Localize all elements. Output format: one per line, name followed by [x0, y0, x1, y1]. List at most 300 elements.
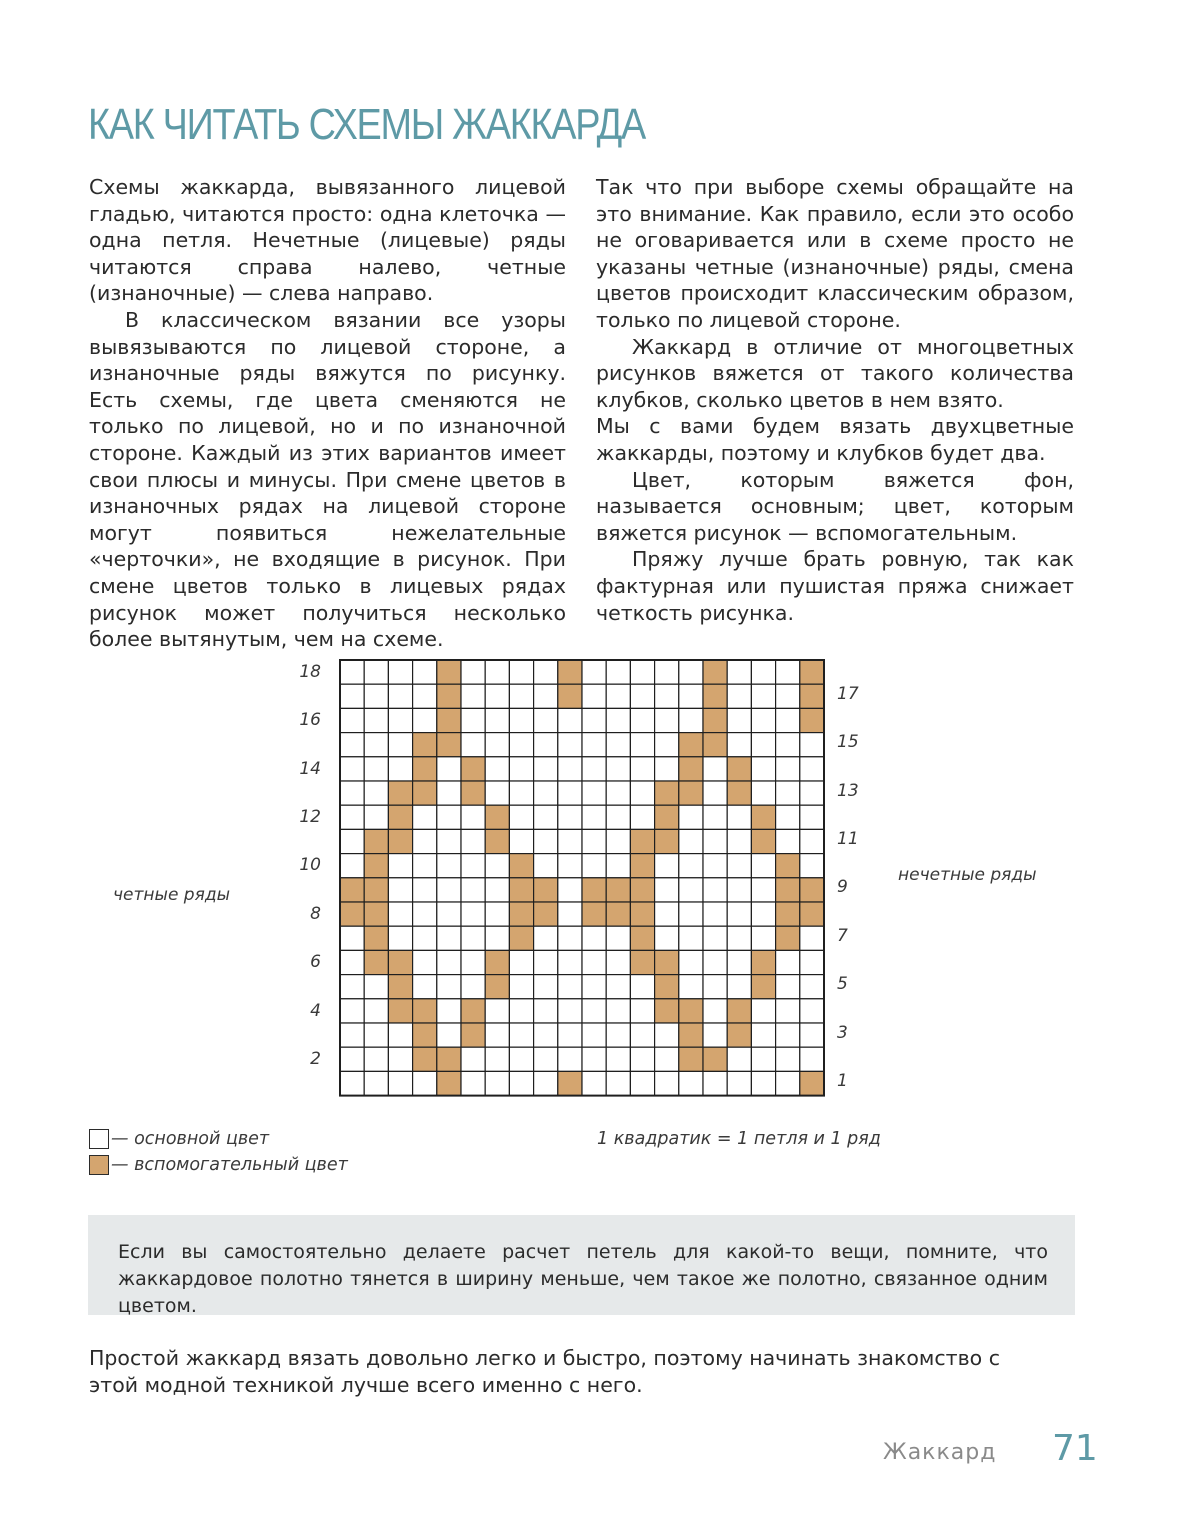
- main-stitch-cell: [485, 1071, 509, 1095]
- accent-stitch-cell: [606, 902, 630, 926]
- accent-stitch-cell: [800, 902, 824, 926]
- main-stitch-cell: [461, 926, 485, 950]
- main-stitch-cell: [413, 805, 437, 829]
- paragraph: Цвет, которым вяжется фон, называется основным; цвет, которым вяжется рисунок — вспомогательным.: [596, 467, 1074, 545]
- main-stitch-cell: [727, 902, 751, 926]
- accent-stitch-cell: [679, 733, 703, 757]
- right-text-column: [596, 174, 1074, 626]
- closing-paragraph: Простой жаккард вязать довольно легко и быстро, поэтому начинать знакомство с этой модной техникой лучше всего именно с него.: [89, 1346, 1000, 1397]
- main-stitch-cell: [776, 1023, 800, 1047]
- main-stitch-cell: [437, 975, 461, 999]
- main-stitch-cell: [606, 660, 630, 684]
- main-stitch-cell: [630, 781, 654, 805]
- accent-stitch-cell: [413, 781, 437, 805]
- main-stitch-cell: [703, 950, 727, 974]
- accent-stitch-cell: [751, 975, 775, 999]
- accent-stitch-cell: [582, 878, 606, 902]
- accent-stitch-cell: [800, 684, 824, 708]
- main-stitch-cell: [413, 829, 437, 853]
- main-stitch-cell: [485, 999, 509, 1023]
- main-stitch-cell: [630, 708, 654, 732]
- main-stitch-cell: [364, 1023, 388, 1047]
- main-stitch-cell: [413, 926, 437, 950]
- main-stitch-cell: [461, 902, 485, 926]
- accent-stitch-cell: [413, 1047, 437, 1071]
- main-stitch-cell: [364, 757, 388, 781]
- main-stitch-cell: [679, 829, 703, 853]
- note-text: Если вы самостоятельно делаете расчет петель для какой-то вещи, помните, что жаккардовое полотно тянется в ширину меньше, чем такое же полотно, связанное одним цветом.: [118, 1241, 1048, 1317]
- accent-stitch-cell: [800, 878, 824, 902]
- main-stitch-cell: [534, 1071, 558, 1095]
- main-stitch-cell: [558, 1047, 582, 1071]
- main-stitch-cell: [776, 975, 800, 999]
- legend-main-label: — основной цвет: [111, 1129, 270, 1149]
- main-stitch-cell: [461, 975, 485, 999]
- main-stitch-cell: [727, 660, 751, 684]
- main-stitch-cell: [437, 781, 461, 805]
- main-stitch-cell: [751, 1071, 775, 1095]
- main-stitch-cell: [751, 902, 775, 926]
- accent-stitch-cell: [703, 708, 727, 732]
- accent-stitch-cell: [461, 999, 485, 1023]
- main-stitch-cell: [751, 878, 775, 902]
- main-stitch-cell: [606, 854, 630, 878]
- accent-stitch-cell: [509, 926, 533, 950]
- main-stitch-cell: [606, 708, 630, 732]
- accent-stitch-cell: [679, 757, 703, 781]
- page-title: КАК ЧИТАТЬ СХЕМЫ ЖАККАРДА: [88, 100, 645, 149]
- main-stitch-cell: [485, 878, 509, 902]
- accent-stitch-cell: [776, 902, 800, 926]
- main-stitch-cell: [751, 733, 775, 757]
- main-stitch-cell: [630, 975, 654, 999]
- main-stitch-cell: [461, 660, 485, 684]
- main-stitch-cell: [776, 781, 800, 805]
- main-stitch-cell: [534, 1023, 558, 1047]
- accent-stitch-cell: [485, 805, 509, 829]
- accent-stitch-cell: [437, 708, 461, 732]
- main-stitch-cell: [800, 975, 824, 999]
- main-stitch-cell: [485, 781, 509, 805]
- main-stitch-cell: [606, 781, 630, 805]
- main-stitch-cell: [413, 1071, 437, 1095]
- main-stitch-cell: [727, 1047, 751, 1071]
- main-stitch-cell: [388, 708, 412, 732]
- main-stitch-cell: [461, 829, 485, 853]
- row-number-odd: 5: [837, 974, 848, 994]
- main-stitch-cell: [776, 999, 800, 1023]
- main-stitch-cell: [364, 999, 388, 1023]
- main-color-swatch: [89, 1129, 109, 1149]
- main-stitch-cell: [388, 733, 412, 757]
- jacquard-chart-grid: [339, 659, 825, 1097]
- accent-stitch-cell: [558, 660, 582, 684]
- accent-stitch-cell: [461, 781, 485, 805]
- main-stitch-cell: [776, 708, 800, 732]
- main-stitch-cell: [679, 660, 703, 684]
- main-stitch-cell: [461, 805, 485, 829]
- main-stitch-cell: [485, 660, 509, 684]
- main-stitch-cell: [727, 926, 751, 950]
- accent-stitch-cell: [727, 781, 751, 805]
- main-stitch-cell: [606, 1047, 630, 1071]
- accent-stitch-cell: [800, 1071, 824, 1095]
- main-stitch-cell: [751, 1047, 775, 1071]
- main-stitch-cell: [630, 1071, 654, 1095]
- accent-stitch-cell: [727, 757, 751, 781]
- accent-stitch-cell: [388, 999, 412, 1023]
- main-stitch-cell: [558, 926, 582, 950]
- accent-stitch-cell: [727, 1023, 751, 1047]
- main-stitch-cell: [751, 854, 775, 878]
- main-stitch-cell: [558, 975, 582, 999]
- main-stitch-cell: [461, 733, 485, 757]
- main-stitch-cell: [413, 708, 437, 732]
- main-stitch-cell: [776, 829, 800, 853]
- main-stitch-cell: [413, 854, 437, 878]
- main-stitch-cell: [485, 1023, 509, 1047]
- main-stitch-cell: [534, 829, 558, 853]
- main-stitch-cell: [630, 733, 654, 757]
- legend-accent: [89, 1155, 348, 1175]
- main-stitch-cell: [606, 975, 630, 999]
- main-stitch-cell: [582, 854, 606, 878]
- accent-stitch-cell: [437, 733, 461, 757]
- main-stitch-cell: [582, 999, 606, 1023]
- main-stitch-cell: [558, 757, 582, 781]
- main-stitch-cell: [340, 660, 364, 684]
- accent-stitch-cell: [630, 878, 654, 902]
- accent-stitch-cell: [388, 781, 412, 805]
- note-box: [88, 1215, 1075, 1315]
- main-stitch-cell: [655, 1071, 679, 1095]
- main-stitch-cell: [800, 950, 824, 974]
- main-stitch-cell: [606, 684, 630, 708]
- main-stitch-cell: [461, 684, 485, 708]
- accent-stitch-cell: [413, 757, 437, 781]
- main-stitch-cell: [703, 781, 727, 805]
- main-stitch-cell: [776, 733, 800, 757]
- main-stitch-cell: [485, 1047, 509, 1071]
- main-stitch-cell: [655, 660, 679, 684]
- main-stitch-cell: [727, 684, 751, 708]
- main-stitch-cell: [413, 975, 437, 999]
- main-stitch-cell: [509, 829, 533, 853]
- accent-stitch-cell: [461, 757, 485, 781]
- accent-stitch-cell: [703, 1047, 727, 1071]
- main-stitch-cell: [800, 1023, 824, 1047]
- accent-stitch-cell: [534, 878, 558, 902]
- main-stitch-cell: [582, 684, 606, 708]
- main-stitch-cell: [751, 781, 775, 805]
- main-stitch-cell: [703, 805, 727, 829]
- main-stitch-cell: [703, 829, 727, 853]
- main-stitch-cell: [751, 660, 775, 684]
- main-stitch-cell: [727, 829, 751, 853]
- main-stitch-cell: [630, 1047, 654, 1071]
- row-number-odd: 13: [837, 781, 859, 801]
- main-stitch-cell: [534, 708, 558, 732]
- main-stitch-cell: [582, 1047, 606, 1071]
- main-stitch-cell: [509, 684, 533, 708]
- main-stitch-cell: [485, 757, 509, 781]
- main-stitch-cell: [558, 950, 582, 974]
- main-stitch-cell: [340, 999, 364, 1023]
- main-stitch-cell: [509, 1023, 533, 1047]
- main-stitch-cell: [509, 805, 533, 829]
- main-stitch-cell: [703, 999, 727, 1023]
- main-stitch-cell: [558, 781, 582, 805]
- main-stitch-cell: [582, 829, 606, 853]
- accent-stitch-cell: [703, 660, 727, 684]
- main-stitch-cell: [776, 1071, 800, 1095]
- main-stitch-cell: [606, 757, 630, 781]
- main-stitch-cell: [509, 975, 533, 999]
- main-stitch-cell: [679, 1071, 703, 1095]
- main-stitch-cell: [509, 757, 533, 781]
- main-stitch-cell: [582, 733, 606, 757]
- main-stitch-cell: [606, 805, 630, 829]
- main-stitch-cell: [534, 1047, 558, 1071]
- odd-rows-label: нечетные ряды: [898, 865, 1037, 885]
- main-stitch-cell: [485, 902, 509, 926]
- accent-stitch-cell: [655, 950, 679, 974]
- main-stitch-cell: [509, 708, 533, 732]
- main-stitch-cell: [655, 854, 679, 878]
- main-stitch-cell: [679, 878, 703, 902]
- main-stitch-cell: [388, 1071, 412, 1095]
- main-stitch-cell: [509, 660, 533, 684]
- main-stitch-cell: [340, 1047, 364, 1071]
- main-stitch-cell: [703, 926, 727, 950]
- accent-stitch-cell: [630, 902, 654, 926]
- accent-stitch-cell: [800, 660, 824, 684]
- row-number-even: 10: [299, 855, 321, 875]
- main-stitch-cell: [485, 733, 509, 757]
- accent-stitch-cell: [630, 854, 654, 878]
- accent-stitch-cell: [558, 1071, 582, 1095]
- accent-stitch-cell: [655, 805, 679, 829]
- main-stitch-cell: [679, 902, 703, 926]
- accent-stitch-cell: [558, 684, 582, 708]
- footer-section-name: Жаккард: [883, 1440, 997, 1465]
- main-stitch-cell: [606, 1071, 630, 1095]
- paragraph: Так что при выборе схемы обращайте на это внимание. Как правило, если это особо не оговаривается или в схеме просто не указаны четные (изнаночные) ряды, смена цветов происходит классическим образом, только по лицевой стороне.: [596, 175, 1074, 332]
- main-stitch-cell: [800, 757, 824, 781]
- main-stitch-cell: [558, 902, 582, 926]
- main-stitch-cell: [437, 926, 461, 950]
- main-stitch-cell: [388, 1047, 412, 1071]
- main-stitch-cell: [534, 684, 558, 708]
- main-stitch-cell: [655, 684, 679, 708]
- accent-stitch-cell: [509, 878, 533, 902]
- main-stitch-cell: [655, 878, 679, 902]
- main-stitch-cell: [509, 1071, 533, 1095]
- main-stitch-cell: [751, 684, 775, 708]
- main-stitch-cell: [751, 999, 775, 1023]
- accent-stitch-cell: [751, 805, 775, 829]
- accent-stitch-cell: [461, 1023, 485, 1047]
- main-stitch-cell: [800, 926, 824, 950]
- accent-stitch-cell: [679, 999, 703, 1023]
- accent-stitch-cell: [606, 878, 630, 902]
- accent-stitch-cell: [679, 1023, 703, 1047]
- main-stitch-cell: [703, 854, 727, 878]
- main-stitch-cell: [461, 854, 485, 878]
- main-stitch-cell: [388, 757, 412, 781]
- legend-main: [89, 1129, 269, 1149]
- main-stitch-cell: [437, 950, 461, 974]
- accent-stitch-cell: [534, 902, 558, 926]
- row-number-even: 8: [310, 904, 321, 924]
- main-stitch-cell: [558, 805, 582, 829]
- main-stitch-cell: [340, 1023, 364, 1047]
- main-stitch-cell: [582, 926, 606, 950]
- main-stitch-cell: [413, 684, 437, 708]
- main-stitch-cell: [388, 926, 412, 950]
- accent-stitch-cell: [509, 902, 533, 926]
- main-stitch-cell: [340, 733, 364, 757]
- accent-stitch-cell: [437, 684, 461, 708]
- main-stitch-cell: [388, 878, 412, 902]
- accent-stitch-cell: [703, 733, 727, 757]
- main-stitch-cell: [655, 1047, 679, 1071]
- row-number-even: 14: [299, 759, 321, 779]
- main-stitch-cell: [388, 854, 412, 878]
- accent-stitch-cell: [679, 1047, 703, 1071]
- accent-color-swatch: [89, 1155, 109, 1175]
- left-text-column: [89, 174, 566, 653]
- main-stitch-cell: [388, 684, 412, 708]
- main-stitch-cell: [364, 1047, 388, 1071]
- main-stitch-cell: [388, 1023, 412, 1047]
- main-stitch-cell: [461, 950, 485, 974]
- main-stitch-cell: [679, 926, 703, 950]
- accent-stitch-cell: [413, 733, 437, 757]
- accent-stitch-cell: [364, 854, 388, 878]
- main-stitch-cell: [582, 950, 606, 974]
- main-stitch-cell: [340, 1071, 364, 1095]
- main-stitch-cell: [461, 878, 485, 902]
- main-stitch-cell: [364, 733, 388, 757]
- main-stitch-cell: [727, 733, 751, 757]
- main-stitch-cell: [727, 854, 751, 878]
- main-stitch-cell: [582, 1023, 606, 1047]
- main-stitch-cell: [800, 1047, 824, 1071]
- main-stitch-cell: [776, 684, 800, 708]
- accent-stitch-cell: [776, 854, 800, 878]
- row-number-even: 6: [310, 952, 321, 972]
- row-number-even: 2: [310, 1049, 321, 1069]
- main-stitch-cell: [364, 781, 388, 805]
- main-stitch-cell: [437, 878, 461, 902]
- main-stitch-cell: [413, 902, 437, 926]
- main-stitch-cell: [485, 684, 509, 708]
- main-stitch-cell: [630, 684, 654, 708]
- main-stitch-cell: [655, 926, 679, 950]
- main-stitch-cell: [340, 708, 364, 732]
- main-stitch-cell: [703, 757, 727, 781]
- paragraph: Пряжу лучше брать ровную, так как фактурная или пушистая пряжа снижает четкость рисунка.: [596, 547, 1074, 625]
- accent-stitch-cell: [364, 950, 388, 974]
- main-stitch-cell: [534, 660, 558, 684]
- main-stitch-cell: [800, 733, 824, 757]
- main-stitch-cell: [413, 660, 437, 684]
- main-stitch-cell: [340, 926, 364, 950]
- accent-stitch-cell: [437, 660, 461, 684]
- main-stitch-cell: [509, 781, 533, 805]
- main-stitch-cell: [679, 805, 703, 829]
- paragraph: В классическом вязании все узоры вывязываются по лицевой стороне, а изнаночные ряды вяжутся по рисунку. Есть схемы, где цвета сменяются не только по лицевой, но и по изнаночной стороне. Каждый из этих вариантов имеет свои плюсы и минусы. При смене цветов в изнаночных рядах на лицевой стороне могут появиться нежелательные «черточки», не входящие в рисунок. При смене цветов только в лицевых рядах рисунок может получиться несколько более вытянутым, чем на схеме.: [89, 307, 566, 652]
- main-stitch-cell: [582, 805, 606, 829]
- main-stitch-cell: [655, 757, 679, 781]
- row-number-odd: 11: [837, 829, 859, 849]
- main-stitch-cell: [461, 708, 485, 732]
- accent-stitch-cell: [630, 950, 654, 974]
- row-number-odd: 7: [837, 926, 848, 946]
- main-stitch-cell: [558, 708, 582, 732]
- main-stitch-cell: [534, 854, 558, 878]
- main-stitch-cell: [437, 1023, 461, 1047]
- main-stitch-cell: [582, 781, 606, 805]
- accent-stitch-cell: [485, 975, 509, 999]
- main-stitch-cell: [461, 1047, 485, 1071]
- main-stitch-cell: [340, 854, 364, 878]
- row-number-odd: 3: [837, 1023, 848, 1043]
- main-stitch-cell: [509, 1047, 533, 1071]
- main-stitch-cell: [437, 805, 461, 829]
- main-stitch-cell: [558, 854, 582, 878]
- row-number-even: 4: [310, 1001, 321, 1021]
- even-rows-label: четные ряды: [113, 885, 230, 905]
- accent-stitch-cell: [413, 1023, 437, 1047]
- main-stitch-cell: [800, 829, 824, 853]
- accent-stitch-cell: [582, 902, 606, 926]
- main-stitch-cell: [630, 660, 654, 684]
- main-stitch-cell: [340, 829, 364, 853]
- accent-stitch-cell: [751, 950, 775, 974]
- main-stitch-cell: [461, 1071, 485, 1095]
- accent-stitch-cell: [727, 999, 751, 1023]
- main-stitch-cell: [630, 757, 654, 781]
- accent-stitch-cell: [655, 975, 679, 999]
- accent-stitch-cell: [437, 1047, 461, 1071]
- main-stitch-cell: [776, 1047, 800, 1071]
- main-stitch-cell: [364, 660, 388, 684]
- main-stitch-cell: [800, 805, 824, 829]
- main-stitch-cell: [606, 733, 630, 757]
- accent-stitch-cell: [703, 684, 727, 708]
- main-stitch-cell: [437, 854, 461, 878]
- main-stitch-cell: [340, 684, 364, 708]
- main-stitch-cell: [485, 708, 509, 732]
- accent-stitch-cell: [751, 829, 775, 853]
- main-stitch-cell: [485, 926, 509, 950]
- main-stitch-cell: [340, 781, 364, 805]
- accent-stitch-cell: [800, 708, 824, 732]
- main-stitch-cell: [582, 975, 606, 999]
- main-stitch-cell: [630, 805, 654, 829]
- main-stitch-cell: [776, 757, 800, 781]
- accent-stitch-cell: [388, 975, 412, 999]
- main-stitch-cell: [558, 878, 582, 902]
- main-stitch-cell: [727, 950, 751, 974]
- main-stitch-cell: [751, 708, 775, 732]
- main-stitch-cell: [679, 975, 703, 999]
- accent-stitch-cell: [630, 829, 654, 853]
- main-stitch-cell: [727, 878, 751, 902]
- main-stitch-cell: [437, 757, 461, 781]
